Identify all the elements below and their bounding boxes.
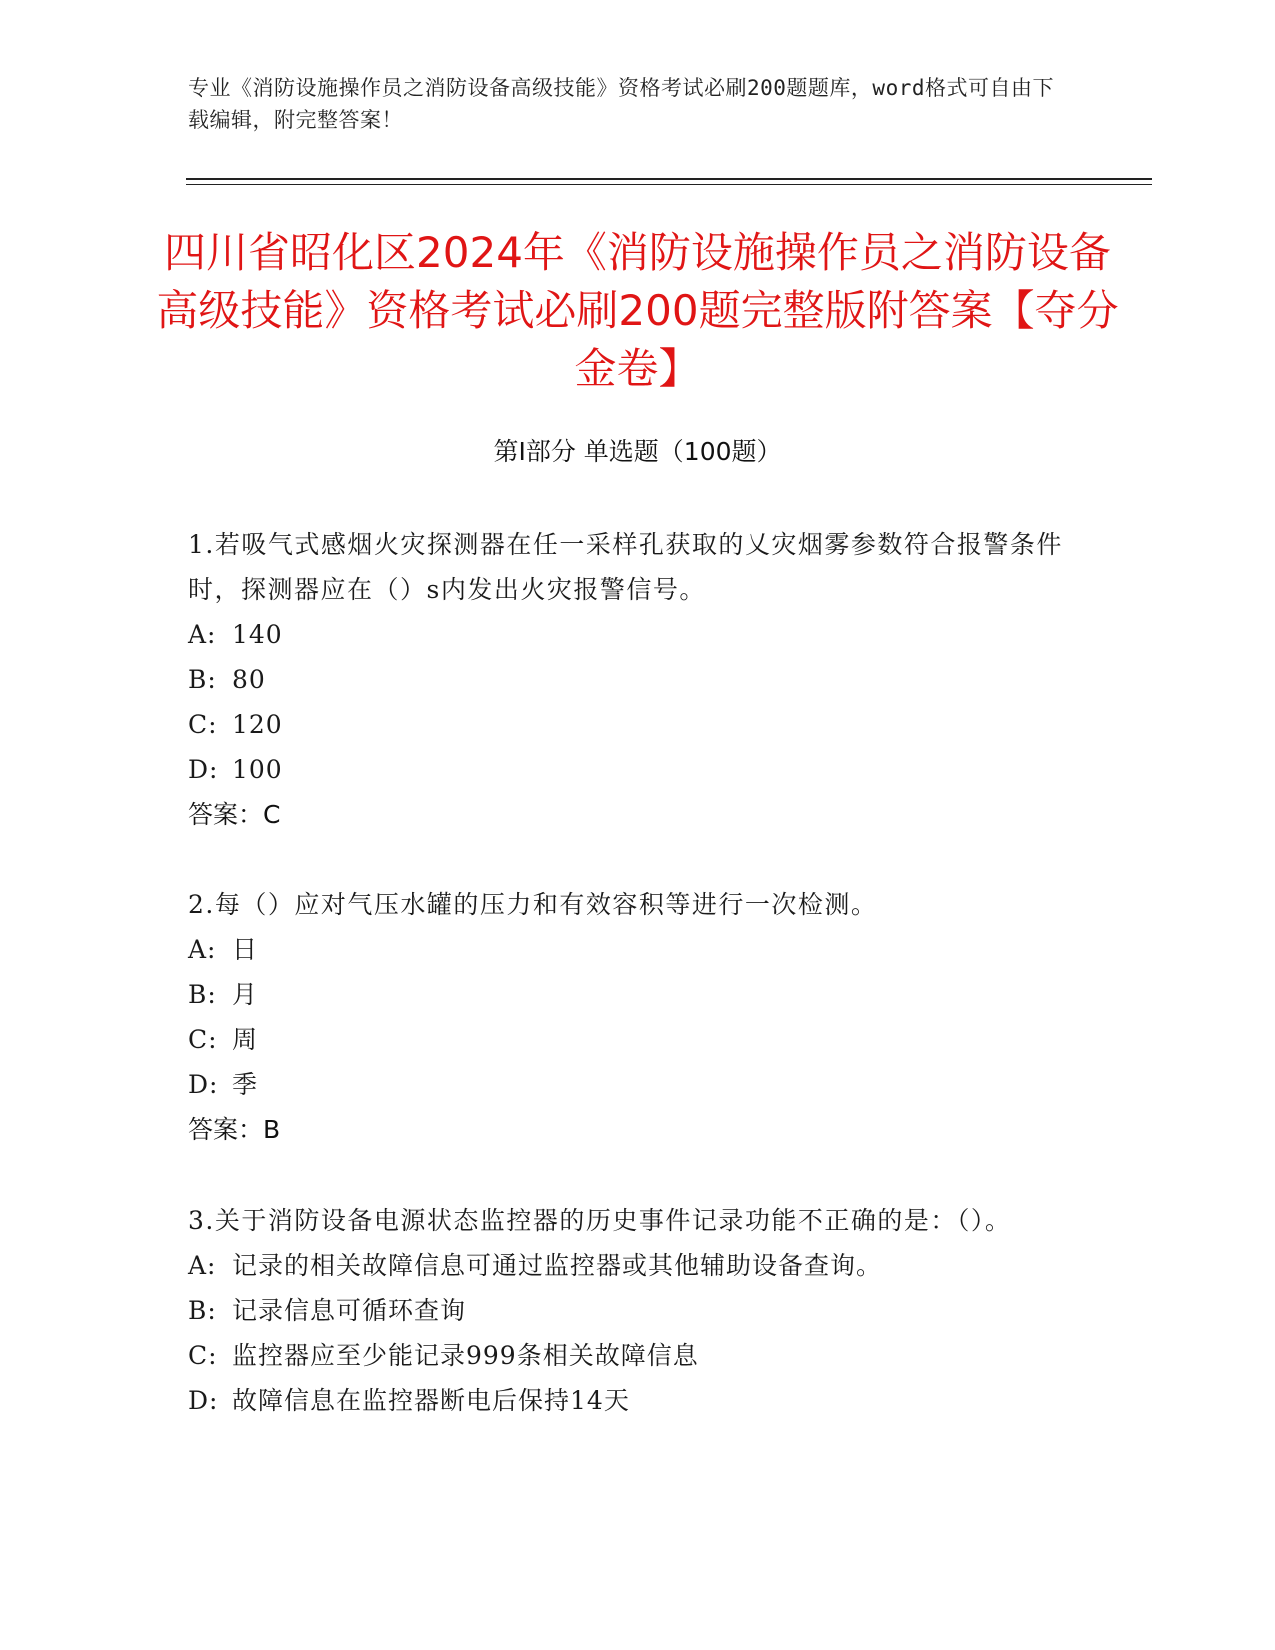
question-1: [188, 522, 1068, 837]
option-key: A:: [188, 935, 217, 964]
question-2: [188, 882, 1068, 1152]
option-text: 140: [232, 620, 283, 649]
option-text: 月: [232, 980, 259, 1009]
option-a: [188, 612, 1068, 657]
question-stem: 1.若吸气式感烟火灾探测器在任一采样孔获取的乂灾烟雾参数符合报警条件时，探测器应在（）s内发出火灾报警信号。: [188, 530, 1063, 604]
question-stem: 2.每（）应对气压水罐的压力和有效容积等进行一次检测。: [188, 890, 878, 919]
option-text: 故障信息在监控器断电后保持14天: [232, 1386, 630, 1415]
answer: 答案：B: [188, 1115, 281, 1144]
option-c: [188, 1017, 1068, 1062]
option-d: [188, 1062, 1068, 1107]
option-a: [188, 927, 1068, 972]
option-key: C:: [188, 710, 218, 739]
option-b: [188, 1288, 1068, 1333]
option-c: [188, 702, 1068, 747]
answer: 答案：C: [188, 800, 281, 829]
option-text: 周: [232, 1025, 259, 1054]
option-key: D:: [188, 1386, 219, 1415]
option-d: [188, 1378, 1068, 1423]
question-stem: 3.关于消防设备电源状态监控器的历史事件记录功能不正确的是：（）。: [188, 1206, 1012, 1235]
option-text: 监控器应至少能记录999条相关故障信息: [232, 1341, 699, 1370]
header-divider-thin: [186, 184, 1152, 185]
option-key: B:: [188, 665, 217, 694]
option-text: 100: [232, 755, 283, 784]
option-text: 季: [232, 1070, 259, 1099]
option-key: B:: [188, 1296, 217, 1325]
section-title: 第I部分 单选题（100题）: [493, 437, 782, 466]
option-b: [188, 657, 1068, 702]
option-key: B:: [188, 980, 217, 1009]
option-text: 记录信息可循环查询: [232, 1296, 467, 1325]
option-key: A:: [188, 1251, 217, 1280]
header-divider-thick: [186, 178, 1152, 180]
question-3: [188, 1198, 1068, 1423]
option-key: C:: [188, 1341, 218, 1370]
option-key: C:: [188, 1025, 218, 1054]
option-key: D:: [188, 755, 219, 784]
option-text: 80: [232, 665, 266, 694]
option-d: [188, 747, 1068, 792]
header-note: 专业《消防设施操作员之消防设备高级技能》资格考试必刷200题题库，word格式可自由下载编辑，附完整答案！: [188, 76, 1054, 132]
option-b: [188, 972, 1068, 1017]
option-text: 120: [232, 710, 283, 739]
option-key: A:: [188, 620, 217, 649]
option-a: [188, 1243, 1068, 1288]
option-text: 日: [232, 935, 259, 964]
option-c: [188, 1333, 1068, 1378]
option-text: 记录的相关故障信息可通过监控器或其他辅助设备查询。: [232, 1251, 883, 1280]
option-key: D:: [188, 1070, 219, 1099]
document-title: 四川省昭化区2024年《消防设施操作员之消防设备高级技能》资格考试必刷200题完整版附答案【夺分金卷】: [156, 228, 1119, 393]
